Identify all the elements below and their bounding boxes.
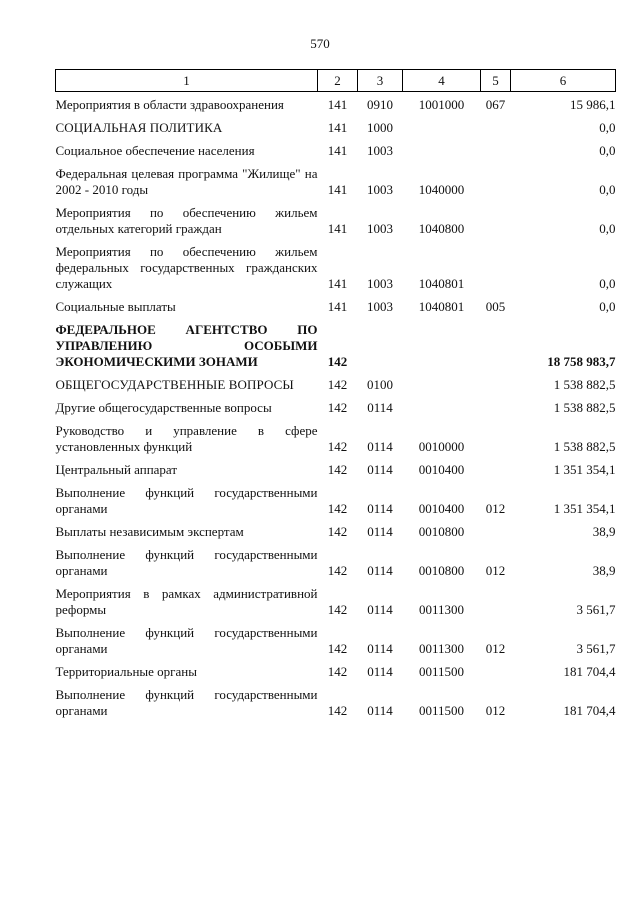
header-col-5: 5 — [481, 70, 511, 92]
header-col-1: 1 — [56, 70, 318, 92]
row-name: Центральный аппарат — [55, 462, 178, 477]
row-sum: 1 351 354,1 — [553, 462, 616, 477]
table-row — [56, 480, 616, 519]
table-row — [56, 581, 616, 620]
row-sum: 1 538 882,5 — [553, 400, 616, 415]
table-row — [56, 115, 616, 138]
row-sum: 0,0 — [599, 143, 616, 158]
row-ministry-code: 142 — [327, 439, 348, 454]
row-section-code: 0114 — [367, 641, 393, 656]
row-name: Мероприятия в рамках административной реформы — [55, 586, 318, 617]
row-target-code: 1040801 — [418, 276, 465, 291]
row-expense-type — [481, 200, 511, 239]
row-section-code: 0114 — [367, 439, 393, 454]
row-name: СОЦИАЛЬНАЯ ПОЛИТИКА — [55, 120, 223, 135]
row-name: Федеральная целевая программа "Жилище" на 2002 - 2010 годы — [55, 166, 318, 197]
row-expense-type: 005 — [485, 299, 506, 314]
row-ministry-code: 141 — [327, 182, 348, 197]
row-target-code: 0011300 — [418, 641, 465, 656]
row-expense-type — [481, 115, 511, 138]
row-expense-type — [481, 519, 511, 542]
table-row — [56, 200, 616, 239]
header-row — [56, 70, 616, 92]
table-row — [56, 294, 616, 317]
row-sum: 3 561,7 — [576, 602, 616, 617]
table-row-agency — [56, 317, 616, 372]
row-ministry-code: 142 — [327, 462, 348, 477]
row-name: Мероприятия в области здравоохранения — [55, 97, 284, 112]
row-expense-type — [481, 581, 511, 620]
row-ministry-code: 142 — [327, 664, 348, 679]
row-target-code: 1001000 — [418, 97, 465, 112]
row-ministry-code: 142 — [327, 354, 348, 369]
row-target-code: 0010400 — [418, 462, 465, 477]
row-sum: 1 351 354,1 — [553, 501, 616, 516]
row-ministry-code: 141 — [327, 120, 348, 135]
row-sum: 3 561,7 — [576, 641, 616, 656]
row-sum: 0,0 — [599, 221, 616, 236]
row-sum: 15 986,1 — [570, 97, 616, 112]
row-section-code: 1000 — [367, 120, 393, 135]
table-body — [56, 92, 616, 722]
table-row — [56, 682, 616, 721]
row-expense-type: 012 — [485, 563, 506, 578]
table-row — [56, 395, 616, 418]
row-target-code — [403, 372, 481, 395]
row-expense-type — [481, 659, 511, 682]
row-expense-type: 067 — [485, 97, 506, 112]
table-row — [56, 161, 616, 200]
row-section-code: 0100 — [367, 377, 393, 392]
row-ministry-code: 142 — [327, 501, 348, 516]
page-number: 570 — [310, 36, 330, 51]
row-expense-type: 012 — [485, 703, 506, 718]
row-section-code: 0114 — [367, 400, 393, 415]
row-expense-type — [481, 457, 511, 480]
row-target-code: 1040800 — [418, 221, 465, 236]
row-target-code: 0011500 — [418, 664, 465, 679]
budget-table — [55, 69, 616, 721]
row-section-code: 0114 — [367, 563, 393, 578]
row-name: ФЕДЕРАЛЬНОЕ АГЕНТСТВО ПО УПРАВЛЕНИЮ ОСОБЫМИ ЭКОНОМИЧЕСКИМИ ЗОНАМИ — [55, 322, 318, 369]
table-row — [56, 372, 616, 395]
row-expense-type — [481, 239, 511, 294]
row-section-code: 1003 — [367, 143, 393, 158]
row-section-code: 1003 — [367, 182, 393, 197]
row-target-code: 0010000 — [418, 439, 465, 454]
row-sum: 18 758 983,7 — [547, 354, 616, 369]
row-expense-type — [481, 317, 511, 372]
header-col-3: 3 — [358, 70, 403, 92]
row-section-code: 0114 — [367, 664, 393, 679]
row-ministry-code: 142 — [327, 400, 348, 415]
table-row — [56, 239, 616, 294]
row-target-code: 0010800 — [418, 563, 465, 578]
row-sum: 0,0 — [599, 182, 616, 197]
table-row — [56, 92, 616, 116]
row-name: Выполнение функций государственными органами — [55, 547, 318, 578]
row-sum: 181 704,4 — [563, 703, 616, 718]
row-name: Социальное обеспечение населения — [55, 143, 255, 158]
row-section-code: 0114 — [367, 524, 393, 539]
row-sum: 1 538 882,5 — [553, 377, 616, 392]
table-row — [56, 457, 616, 480]
header-col-2: 2 — [318, 70, 358, 92]
row-section-code: 1003 — [367, 221, 393, 236]
row-target-code: 1040000 — [418, 182, 465, 197]
table-row — [56, 542, 616, 581]
row-expense-type: 012 — [485, 641, 506, 656]
row-name: Выполнение функций государственными органами — [55, 687, 318, 718]
row-target-code: 0010400 — [418, 501, 465, 516]
row-section-code: 1003 — [367, 276, 393, 291]
table-row — [56, 659, 616, 682]
row-expense-type — [481, 418, 511, 457]
row-ministry-code: 142 — [327, 641, 348, 656]
row-sum: 0,0 — [599, 299, 616, 314]
row-expense-type — [481, 372, 511, 395]
row-target-code: 0011300 — [418, 602, 465, 617]
row-name: Социальные выплаты — [55, 299, 176, 314]
table-row — [56, 519, 616, 542]
row-ministry-code: 141 — [327, 143, 348, 158]
table-row — [56, 138, 616, 161]
table-row — [56, 418, 616, 457]
row-target-code: 0010800 — [418, 524, 465, 539]
row-sum: 38,9 — [592, 524, 616, 539]
row-section-code — [358, 317, 403, 372]
table-row — [56, 620, 616, 659]
row-ministry-code: 141 — [327, 97, 348, 112]
row-section-code: 0114 — [367, 602, 393, 617]
table-header — [56, 70, 616, 92]
row-ministry-code: 142 — [327, 563, 348, 578]
row-target-code — [403, 138, 481, 161]
row-ministry-code: 142 — [327, 377, 348, 392]
row-name: Выполнение функций государственными органами — [55, 485, 318, 516]
row-name: Выплаты независимым экспертам — [55, 524, 244, 539]
row-sum: 0,0 — [599, 276, 616, 291]
row-expense-type: 012 — [485, 501, 506, 516]
row-ministry-code: 141 — [327, 276, 348, 291]
row-name: Другие общегосударственные вопросы — [55, 400, 272, 415]
row-sum: 1 538 882,5 — [553, 439, 616, 454]
row-target-code: 1040801 — [418, 299, 465, 314]
row-name: Мероприятия по обеспечению жильем федеральных государственных гражданских служащих — [55, 244, 318, 291]
row-ministry-code: 141 — [327, 221, 348, 236]
row-section-code: 0114 — [367, 703, 393, 718]
row-target-code — [403, 317, 481, 372]
row-ministry-code: 142 — [327, 703, 348, 718]
row-target-code — [403, 115, 481, 138]
row-ministry-code: 141 — [327, 299, 348, 314]
row-name: ОБЩЕГОСУДАРСТВЕННЫЕ ВОПРОСЫ — [55, 377, 294, 392]
row-ministry-code: 142 — [327, 524, 348, 539]
header-col-4: 4 — [403, 70, 481, 92]
row-sum: 181 704,4 — [563, 664, 616, 679]
row-sum: 38,9 — [592, 563, 616, 578]
row-expense-type — [481, 161, 511, 200]
row-section-code: 1003 — [367, 299, 393, 314]
row-section-code: 0910 — [367, 97, 393, 112]
row-name: Мероприятия по обеспечению жильем отдельных категорий граждан — [55, 205, 318, 236]
row-section-code: 0114 — [367, 501, 393, 516]
row-section-code: 0114 — [367, 462, 393, 477]
row-name: Выполнение функций государственными органами — [55, 625, 318, 656]
row-expense-type — [481, 395, 511, 418]
row-name: Руководство и управление в сфере установленных функций — [55, 423, 318, 454]
row-ministry-code: 142 — [327, 602, 348, 617]
row-name: Территориальные органы — [55, 664, 197, 679]
row-target-code — [403, 395, 481, 418]
row-target-code: 0011500 — [418, 703, 465, 718]
header-col-6: 6 — [511, 70, 616, 92]
row-expense-type — [481, 138, 511, 161]
row-sum: 0,0 — [599, 120, 616, 135]
